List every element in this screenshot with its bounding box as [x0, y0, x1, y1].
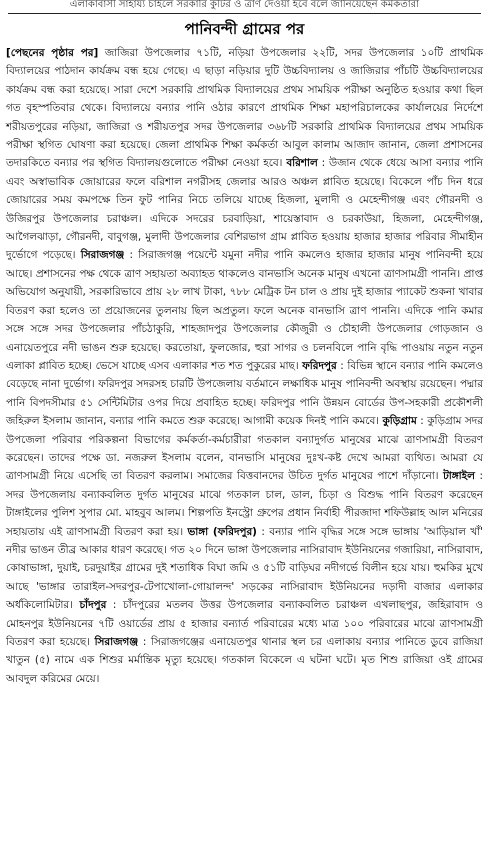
article-text-bhanga: : বন্যার পানি বৃদ্ধির সঙ্গে সঙ্গে ভাঙ্গায় 'আড়িয়াল খাঁ' নদীর ভাঙন তীব্র আকার ধারণ করেছে। গত ২০ দিনে ভাঙ্গা উপজেলার নাসিরাবাদ ইউনিয়নের গজারিয়া, নাসিরাবাদ, কোষাভাঙ্গা, দুয়াই, চরদুয়াইর গ্রামের দুই শতাধিক বিঘা জমি ও ৫১টি বাড়িঘর নদীগর্ভে বিলীন হয়ে যায়। হুমকির মুখে আছে 'ভাঙ্গার তারাইল-সদরপুর-টেপাখোলা-গোয়ালন্দ' সড়কের নাসিরাবাদ ইউনিয়নের দড়াদী বাজার এলাকার অর্ধকিলোমিটার। [6, 525, 483, 612]
article-text-barishal: : উজান থেকে ধেয়ে আসা বন্যার পানি এবং অস্বাভাবিক জোয়ারের ফলে বরিশাল নগরীসহ জেলার আরও অঞ্চল প্লাবিত হয়েছে। বিকেলে পাঁচ দিন ধরে জোয়ারের সময় কমপক্ষে তিন ফুট পানির নিচে তলিয়ে যাচ্ছে হিজলা, মুলাদী ও মেহেন্দীগঞ্জ এবং গৌরনদী ও উজিরপুর উপজেলার চরাঞ্চল। এদিকে সদরের চরবাড়িয়া, শায়েস্তাবাদ ও চরকাউয়া, হিজলা, মেহেন্দীগঞ্জ, আগৈলঝাড়া, গৌরনদী, বাবুগঞ্জ, মুলাদী উপজেলার বেশিরভাগ গ্রাম প্লাবিত হওয়ায় হাজার হাজার পরিবার সীমাহীন দুর্ভোগে পড়েছে। [6, 157, 483, 262]
dateline-faridpur: ফরিদপুর [302, 359, 337, 372]
dateline-bhanga: ভাঙ্গা (ফরিদপুর) [187, 525, 257, 538]
separator-rule [8, 13, 481, 14]
dateline-sirajganj: সিরাজগঞ্জ [80, 249, 125, 262]
dateline-chandpur: চাঁদপুর [79, 599, 107, 612]
dateline-sirajganj-2: সিরাজগঞ্জ [94, 636, 139, 648]
dateline-tangail: টাঙ্গাইল [443, 470, 475, 483]
article-headline: পানিবন্দী গ্রামের পর [184, 20, 305, 38]
article-text-sirajganj: : সিরাজগঞ্জ পয়েন্টে যমুনা নদীর পানি কমলেও হাজার হাজার মানুষ পানিবন্দী হয়ে আছে। প্রশাসনের পক্ষ থেকে ত্রাণ সহায়তা অব্যাহত থাকলেও বানভাসি অনেক মানুষ এখনো ত্রাণসামগ্রী পাননি। প্রাপ্ত অভিযোগ অনুযায়ী, সরকারিভাবে প্রায় ২৮ লাখ টাকা, ৭৮৮ মেট্রিক টন চাল ও প্রায় দুই হাজার প্যাকেট শুকনা খাবার বিতরণ করা হলেও তা প্রয়োজনের তুলনায় ছিল অপ্রতুল। ফলে অনেক বানভাসি ত্রাণ পাননি। এদিকে পানি কমার সঙ্গে সঙ্গে সদর উপজেলার পাঁচঠাকুরি, শাহজাদপুর উপজেলার কৌজুরী ও চৌহালী উপজেলার গোড়জান ও এনায়েতপুরে নদী ভাঙন শুরু হয়েছে। করতোয়া, ফুলজোর, হুরা সাগর ও চলনবিলে পানি বৃদ্ধি পাওয়ায় নতুন নতুন এলাকা প্লাবিত হচ্ছে। ভেসে যাচ্ছে এসব এলাকার শত শত পুকুরের মাছ। [6, 249, 483, 372]
article-text-tangail: : সদর উপজেলায় বন্যাকবলিত দুর্গত মানুষের মাঝে গতকাল চাল, ডাল, চিড়া ও বিশুদ্ধ পানি বিতরণ করেছেন টাঙ্গাইলের পুলিশ সুপার মো. মাহবুব আলম। শিল্পপতি ইনস্ট্রো গ্রুপের প্রধান নির্বাহী পীরজাদা শফিউল্লাহ আল মনিরের সহায়তায় এই ত্রাণসামগ্রী বিতরণ করা হয়। [6, 470, 483, 538]
continuation-marker: [পেছনের পৃষ্ঠার পর] [6, 47, 99, 59]
dateline-barishal: বরিশাল [286, 157, 318, 170]
article-text-faridpur: : বিভিন্ন স্থানে বন্যার পানি কমলেও বেড়েছে নানা দুর্ভোগ। ফরিদপুর সদরসহ চারটি উপজেলায় বর্তমানে লক্ষাধিক মানুষ পানিবন্দী অবস্থায় রয়েছেন। পদ্মার পানি বিপদসীমার ৫১ সেন্টিমিটার ওপর দিয়ে প্রবাহিত হচ্ছে। ফরিদপুর পানি উন্নয়ন বোর্ডের উপ-সহকারী প্রকৌশলী জহিরুল ইসলাম জানান, বন্যার পানি কমতে শুরু করেছে। আগামী কয়েক দিনই পানি কমবে। [6, 359, 484, 428]
dateline-kurigram: কুড়িগ্রাম [382, 415, 417, 428]
article-body [0, 44, 489, 688]
previous-article-cutoff-line: এলাকাবাসী সাহায্য চাইলে সরকারি কুটির ও ত্রাণ দেওয়া হবে বলে জানিয়েছেন কর্মকর্তারা [69, 0, 420, 10]
article-text-shariatpur: জাজিরা উপজেলার ৭১টি, নড়িয়া উপজেলার ২২টি, সদর উপজেলার ১০টি প্রাথমিক বিদ্যালয়ের পাঠদান কার্যক্রম বন্ধ হয়ে গেছে। এ ছাড়া নড়িয়ার দুটি উচ্চবিদ্যালয় ও জাজিরার পাঁচটি উচ্চবিদ্যালয়ের কার্যক্রম বন্ধ করা হয়েছে। সারা দেশে সরকারি প্রাথমিক বিদ্যালয়ের প্রথম সাময়িক পরীক্ষা অনুষ্ঠিত হওয়ার কথা ছিল গত বৃহস্পতিবার থেকে। বিদ্যালয়ে বন্যার পানি ওঠার কারণে প্রাথমিক শিক্ষা মহাপরিচালকের কার্যালয়ের নির্দেশে শরীয়তপুরের নড়িয়া, জাজিরা ও শরীয়তপুর সদর উপজেলার ৩৬৮টি সরকারি প্রাথমিক বিদ্যালয়ের প্রথম সাময়িক পরীক্ষা স্থগিত ঘোষণা করা হয়েছে। জেলা প্রাথমিক শিক্ষা কর্মকর্তা আবুল কালাম আজাদ জানান, জেলা প্রশাসনের তদারকিতে বন্যার পর স্থগিত বিদ্যালয়গুলোতে পরীক্ষা নেওয়া হবে। [6, 47, 483, 170]
article-text-kurigram: : কুড়িগ্রাম সদর উপজেলা পরিবার পরিকল্পনা বিভাগের কর্মকর্তা-কর্মচারীরা গতকাল বন্যাদুর্গত মানুষের মাঝে ত্রাণসামগ্রী বিতরণ করেছেন। তাদের পক্ষে ডা. নজরুল ইসলাম বলেন, বানভাসি মানুষের দুঃখ-কষ্ট দেখে আমরা ব্যথিত। আমরা যে ত্রাণসামগ্রী নিয়ে এসেছি তা বিতরণ করলাম। সমাজের বিত্তবানদের উচিত দুর্গত মানুষের পাশে দাঁড়ানো। [6, 415, 483, 483]
article-text-chandpur: : চাঁদপুরের মতলব উত্তর উপজেলার বন্যাকবলিত চরাঞ্চল এখলাছপুর, জহিরাবাদ ও মোহনপুর ইউনিয়নের ৭টি ওয়ার্ডের প্রায় ৫ হাজার বন্যার্ত পরিবারের মধ্যে মাত্র ১০০ পরিবারের মাঝে ত্রাণসামগ্রী বিতরণ করা হয়েছে। [6, 599, 483, 648]
article-text-sirajganj-2: : সিরাজগঞ্জের এনায়েতপুর থানার স্থল চর এলাকায় বন্যার পানিতে ডুবে রাজিয়া খাতুন (৫) নামে এক শিশুর মর্মান্তিক মৃত্যু হয়েছে। গতকাল বিকেলে এ ঘটনা ঘটে। মৃত শিশু রাজিয়া ওই গ্রামের আবদুল করিমের মেয়ে। [6, 636, 483, 685]
